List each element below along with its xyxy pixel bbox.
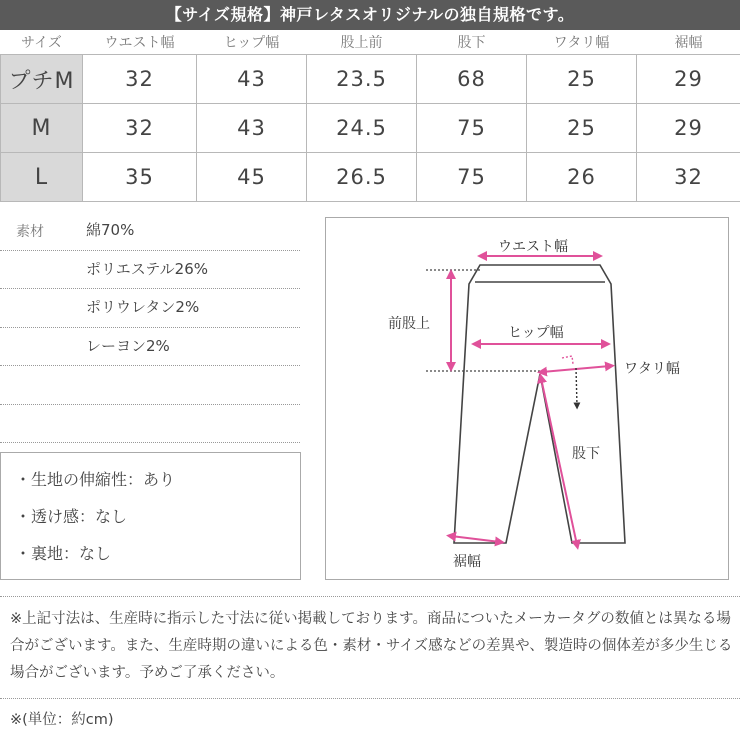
table-cell: 25	[527, 55, 637, 104]
size-table	[0, 30, 740, 202]
material-row	[0, 251, 300, 290]
table-cell: 29	[637, 55, 740, 104]
table-cell: 25	[527, 104, 637, 153]
table-cell: 75	[417, 153, 527, 202]
table-cell: 24.5	[307, 104, 417, 153]
table-cell: 75	[417, 104, 527, 153]
label-inseam: 股下	[572, 446, 600, 462]
header-hip: ヒップ幅	[223, 35, 280, 51]
table-cell: 29	[637, 104, 740, 153]
header-thigh: ワタリ幅	[553, 35, 610, 51]
header-waist: ウエスト幅	[104, 35, 175, 51]
table-header-row	[1, 30, 740, 55]
material-item: 綿70%	[86, 221, 135, 239]
hem-arrow	[451, 536, 500, 542]
label-hem: 裾幅	[453, 554, 481, 570]
table-cell: 32	[637, 153, 740, 202]
table-cell: 68	[417, 55, 527, 104]
property-lining: ・裏地：なし	[15, 544, 112, 563]
table-cell: 26	[527, 153, 637, 202]
label-thigh: ワタリ幅	[624, 361, 680, 377]
unit-note: ※(単位：約cm)	[10, 712, 114, 728]
material-row-empty	[0, 405, 300, 444]
pants-outline	[454, 265, 625, 543]
disclaimer-notes: ※上記寸法は、生産時に指示した寸法に従い掲載しております。商品についたメーカータグの数値とは異なる場合がございます。また、生産時期の違いによる色・素材・サイズ感などの差異や、製造時の個体差が多少生じる場合がございます。予めご了承ください。	[10, 611, 733, 681]
table-row	[1, 153, 740, 202]
size-label: M	[1, 104, 83, 153]
property-stretch: ・生地の伸縮性：あり	[15, 470, 176, 489]
size-spec-banner: 【サイズ規格】神戸レタスオリジナルの独自規格です。	[0, 0, 740, 30]
header-hem: 裾幅	[674, 35, 703, 51]
table-cell: 35	[83, 153, 197, 202]
pants-illustration	[326, 218, 730, 581]
material-list	[0, 212, 300, 443]
material-row	[0, 289, 300, 328]
table-cell: 43	[197, 55, 307, 104]
table-cell: 32	[83, 104, 197, 153]
table-cell: 32	[83, 55, 197, 104]
header-size: サイズ	[21, 35, 62, 51]
table-row	[1, 104, 740, 153]
material-item: ポリウレタン2%	[86, 298, 200, 316]
label-waist: ウエスト幅	[498, 239, 568, 255]
header-inseam: 股下	[457, 35, 486, 51]
header-rise: 股上前	[340, 35, 383, 51]
material-label: 素材	[16, 224, 44, 240]
measurement-diagram	[325, 217, 729, 580]
label-hip: ヒップ幅	[508, 325, 564, 341]
material-item: レーヨン2%	[86, 336, 170, 355]
unit-divider	[0, 698, 740, 699]
table-cell: 23.5	[307, 55, 417, 104]
table-cell: 26.5	[307, 153, 417, 202]
table-row	[1, 55, 740, 104]
material-item: ポリエステル26%	[86, 259, 208, 278]
property-sheerness: ・透け感：なし	[15, 507, 128, 526]
notes-divider	[0, 596, 740, 597]
material-row-empty	[0, 366, 300, 405]
size-label: プチM	[1, 55, 83, 104]
material-row	[0, 328, 300, 367]
table-cell: 45	[197, 153, 307, 202]
fabric-properties-box	[0, 452, 301, 580]
label-rise: 前股上	[388, 316, 430, 332]
material-row	[0, 212, 300, 251]
size-label: L	[1, 153, 83, 202]
table-cell: 43	[197, 104, 307, 153]
